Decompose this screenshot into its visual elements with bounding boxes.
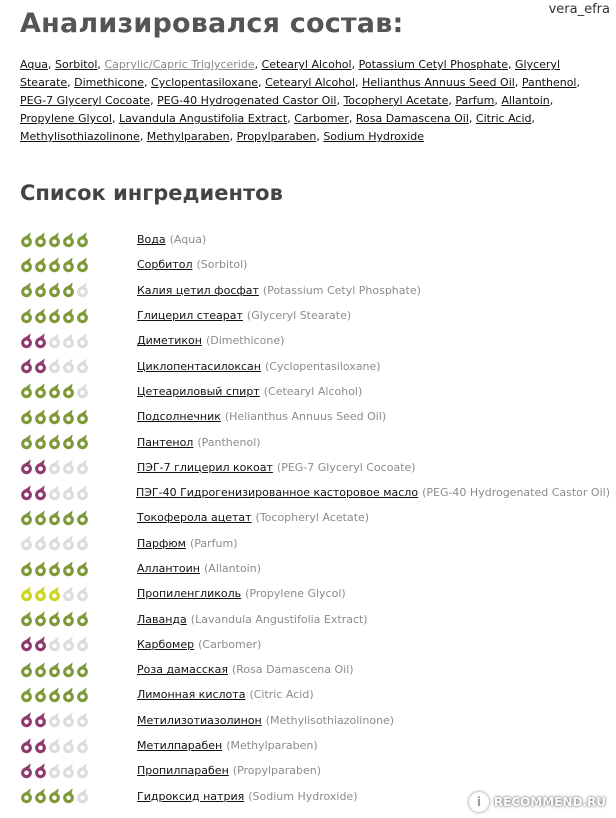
- list-item: [20, 632, 610, 657]
- drop-filled-icon: [20, 510, 33, 526]
- drop-filled-icon: [34, 459, 47, 475]
- drop-filled-icon: [20, 687, 33, 703]
- drop-filled-icon: [76, 611, 89, 627]
- ingredient-label: [137, 790, 358, 803]
- composition-ingredient[interactable]: Aqua: [20, 58, 49, 71]
- ingredient-label: [137, 638, 261, 651]
- list-item: [20, 556, 610, 581]
- drop-empty-icon: [76, 459, 89, 475]
- safety-rating: [20, 687, 137, 703]
- composition-ingredient[interactable]: PEG-40 Hydrogenated Castor Oil: [157, 94, 337, 107]
- drop-filled-icon: [76, 257, 89, 273]
- drop-empty-icon: [62, 459, 75, 475]
- composition-ingredient[interactable]: Glyceryl Stearate: [20, 58, 560, 89]
- ingredients-list: [20, 227, 610, 809]
- drop-empty-icon: [76, 333, 89, 349]
- drop-filled-icon: [62, 257, 75, 273]
- ingredient-link[interactable]: Карбомер: [137, 637, 195, 651]
- drop-filled-icon: [48, 561, 61, 577]
- ingredient-latin-name: (Aqua): [169, 233, 207, 247]
- drop-filled-icon: [62, 687, 75, 703]
- ingredient-label: [137, 511, 369, 524]
- ingredient-latin-name: (Cetearyl Alcohol): [263, 384, 363, 398]
- composition-ingredient[interactable]: Rosa Damascena Oil: [355, 112, 469, 125]
- safety-rating: [20, 409, 137, 425]
- drop-empty-icon: [62, 485, 75, 501]
- ingredient-link[interactable]: Подсолнечник: [137, 410, 221, 424]
- drop-empty-icon: [48, 459, 61, 475]
- drop-empty-icon: [48, 535, 61, 551]
- drop-filled-icon: [34, 788, 47, 804]
- list-item: [20, 708, 610, 733]
- drop-filled-icon: [48, 687, 61, 703]
- drop-empty-icon: [62, 586, 75, 602]
- drop-empty-icon: [76, 586, 89, 602]
- ingredient-label: [137, 764, 321, 777]
- drop-filled-icon: [34, 662, 47, 678]
- composition-ingredient[interactable]: Caprylic/Capric Triglyceride: [104, 58, 255, 71]
- composition-ingredient[interactable]: Propylene Glycol: [20, 112, 112, 125]
- safety-rating: [20, 763, 137, 779]
- list-item: [20, 278, 610, 303]
- composition-ingredient[interactable]: Panthenol: [521, 76, 577, 89]
- composition-ingredient[interactable]: Methylparaben: [146, 130, 230, 143]
- list-item: [20, 682, 610, 707]
- drop-filled-icon: [62, 510, 75, 526]
- ingredient-link[interactable]: Токоферола ацетат: [137, 511, 252, 525]
- ingredient-label: [137, 587, 346, 600]
- drop-filled-icon: [20, 788, 33, 804]
- ingredient-link[interactable]: Пантенол: [137, 435, 194, 449]
- composition-ingredient[interactable]: Carbomer: [294, 112, 349, 125]
- ingredient-latin-name: (Dimethicone): [205, 334, 285, 348]
- ingredient-link[interactable]: Калия цетил фосфат: [137, 283, 259, 297]
- composition-ingredient[interactable]: PEG-7 Glyceryl Cocoate: [20, 94, 151, 107]
- composition-ingredient[interactable]: Lavandula Angustifolia Extract: [118, 112, 288, 125]
- ingredient-latin-name: (Panthenol): [197, 435, 261, 449]
- composition-ingredient[interactable]: Cetearyl Alcohol: [261, 58, 352, 71]
- safety-rating: [20, 358, 137, 374]
- ingredient-link[interactable]: ПЭГ-7 глицерил кокоат: [137, 460, 273, 474]
- watermark-logo-icon: i: [469, 792, 489, 812]
- drop-empty-icon: [76, 282, 89, 298]
- drop-empty-icon: [62, 636, 75, 652]
- ingredient-link[interactable]: Циклопентасилоксан: [137, 359, 261, 373]
- ingredient-link[interactable]: Роза дамасская: [137, 663, 228, 677]
- drop-filled-icon: [48, 586, 61, 602]
- drop-empty-icon: [48, 636, 61, 652]
- drop-filled-icon: [34, 586, 47, 602]
- drop-filled-icon: [20, 662, 33, 678]
- ingredient-link[interactable]: Аллантоин: [137, 562, 200, 575]
- drop-filled-icon: [20, 763, 33, 779]
- list-item: [20, 303, 610, 328]
- drop-filled-icon: [62, 434, 75, 450]
- drop-empty-icon: [76, 788, 89, 804]
- ingredient-latin-name: (Propylparaben): [232, 764, 322, 778]
- safety-rating: [20, 333, 137, 349]
- drop-empty-icon: [76, 738, 89, 754]
- safety-rating: [20, 459, 137, 475]
- drop-filled-icon: [20, 383, 33, 399]
- drop-filled-icon: [34, 510, 47, 526]
- composition-ingredient[interactable]: Tocopheryl Acetate: [343, 94, 449, 107]
- drop-filled-icon: [20, 459, 33, 475]
- drop-filled-icon: [48, 788, 61, 804]
- ingredient-label: [136, 486, 610, 499]
- drop-filled-icon: [20, 257, 33, 273]
- drop-filled-icon: [62, 383, 75, 399]
- composition-ingredient[interactable]: Citric Acid: [475, 112, 532, 125]
- safety-rating: [20, 434, 137, 450]
- drop-empty-icon: [34, 535, 47, 551]
- drop-filled-icon: [76, 662, 89, 678]
- ingredient-label: [137, 360, 381, 373]
- ingredient-label: [137, 739, 318, 752]
- drop-filled-icon: [20, 586, 33, 602]
- safety-rating: [20, 257, 137, 273]
- drop-empty-icon: [48, 738, 61, 754]
- ingredient-latin-name: (Tocopheryl Acetate): [255, 511, 370, 525]
- ingredient-label: [137, 562, 261, 575]
- list-item: [20, 733, 610, 758]
- drop-filled-icon: [34, 383, 47, 399]
- drop-filled-icon: [48, 257, 61, 273]
- drop-filled-icon: [62, 611, 75, 627]
- drop-filled-icon: [34, 308, 47, 324]
- list-item: [20, 606, 610, 631]
- ingredient-label: [137, 410, 386, 423]
- drop-filled-icon: [62, 308, 75, 324]
- safety-rating: [20, 738, 137, 754]
- ingredient-latin-name: (Helianthus Annuus Seed Oil): [224, 410, 387, 424]
- composition-ingredients: Aqua, Sorbitol, Caprylic/Capric Triglyceride, Cetearyl Alcohol, Potassium Cetyl Phosphate, Glyceryl Stearate, Dimethicone, Cyclopentasiloxane, Cetearyl Alcohol, Helianthus Annuus Seed Oil, Panthenol, PEG-7 Glyceryl Cocoate, PEG-40 Hydrogenated Castor Oil, Tocopheryl Acetate, Parfum, Allantoin, Propylene Glycol, Lavandula Angustifolia Extract, Carbomer, Rosa Damascena Oil, Citric Acid, Methylisothiazolinone, Methylparaben, Propylparaben, Sodium Hydroxide: [20, 58, 580, 143]
- drop-filled-icon: [34, 333, 47, 349]
- drop-filled-icon: [34, 687, 47, 703]
- drop-filled-icon: [76, 434, 89, 450]
- drop-empty-icon: [48, 358, 61, 374]
- safety-rating: [20, 535, 137, 551]
- ingredient-label: [137, 258, 247, 271]
- drop-filled-icon: [48, 232, 61, 248]
- safety-rating: [20, 788, 137, 804]
- ingredient-latin-name: (PEG-40 Hydrogenated Castor Oil): [422, 486, 610, 500]
- drop-filled-icon: [34, 409, 47, 425]
- drop-filled-icon: [20, 636, 33, 652]
- list-item: [20, 758, 610, 783]
- ingredient-label: [137, 284, 421, 297]
- drop-filled-icon: [20, 485, 33, 501]
- safety-rating: [20, 561, 137, 577]
- drop-empty-icon: [62, 535, 75, 551]
- composition-ingredient[interactable]: Allantoin: [501, 94, 550, 107]
- drop-filled-icon: [20, 358, 33, 374]
- list-item: [20, 353, 610, 378]
- drop-filled-icon: [62, 282, 75, 298]
- drop-empty-icon: [20, 535, 33, 551]
- drop-filled-icon: [62, 409, 75, 425]
- drop-empty-icon: [48, 485, 61, 501]
- composition-ingredient[interactable]: Methylisothiazolinone: [20, 130, 140, 143]
- drop-filled-icon: [34, 434, 47, 450]
- drop-filled-icon: [34, 358, 47, 374]
- composition-ingredient[interactable]: Dimethicone: [74, 76, 145, 89]
- ingredient-link[interactable]: Пропиленгликоль: [137, 587, 242, 601]
- drop-empty-icon: [76, 358, 89, 374]
- ingredient-label: [137, 436, 261, 449]
- drop-filled-icon: [62, 232, 75, 248]
- ingredient-link[interactable]: Лаванда: [137, 612, 187, 626]
- ingredient-label: [137, 385, 362, 398]
- safety-rating: [20, 232, 137, 248]
- ingredient-label: [137, 461, 416, 474]
- ingredient-link[interactable]: Гидроксид натрия: [137, 789, 245, 803]
- ingredient-link[interactable]: Парфюм: [137, 536, 186, 550]
- composition-title: Анализировался состав:: [20, 8, 404, 39]
- drop-filled-icon: [34, 257, 47, 273]
- drop-empty-icon: [76, 712, 89, 728]
- ingredient-latin-name: (Parfum): [189, 536, 238, 550]
- ingredient-link[interactable]: ПЭГ-40 Гидрогенизированное касторовое масло: [135, 486, 419, 500]
- list-item: [20, 480, 610, 505]
- drop-filled-icon: [20, 232, 33, 248]
- ingredient-latin-name: (Sorbitol): [196, 258, 248, 272]
- composition-ingredient[interactable]: Helianthus Annuus Seed Oil: [362, 76, 515, 89]
- safety-rating: [20, 586, 137, 602]
- drop-filled-icon: [62, 788, 75, 804]
- list-item: [20, 429, 610, 454]
- drop-filled-icon: [20, 738, 33, 754]
- ingredient-latin-name: (Rosa Damascena Oil): [231, 663, 354, 677]
- ingredient-link[interactable]: Вода: [137, 233, 166, 247]
- drop-filled-icon: [34, 763, 47, 779]
- ingredients-list-title: Список ингредиентов: [20, 181, 283, 205]
- list-item: [20, 252, 610, 277]
- drop-filled-icon: [34, 712, 47, 728]
- watermark-text: RECOMMEND.RU: [493, 795, 606, 809]
- drop-filled-icon: [76, 561, 89, 577]
- ingredient-link[interactable]: Метилпарабен: [137, 739, 223, 753]
- drop-filled-icon: [34, 232, 47, 248]
- ingredient-latin-name: (PEG-7 Glyceryl Cocoate): [276, 460, 416, 474]
- drop-filled-icon: [34, 611, 47, 627]
- drop-filled-icon: [20, 409, 33, 425]
- list-item: [20, 227, 610, 252]
- ingredient-link[interactable]: Сорбитол: [137, 258, 193, 272]
- drop-filled-icon: [34, 738, 47, 754]
- drop-filled-icon: [76, 510, 89, 526]
- drop-empty-icon: [76, 535, 89, 551]
- ingredient-latin-name: (Propylene Glycol): [245, 587, 346, 601]
- drop-filled-icon: [48, 434, 61, 450]
- drop-filled-icon: [76, 409, 89, 425]
- safety-rating: [20, 383, 137, 399]
- list-item: [20, 505, 610, 530]
- ingredient-latin-name: (Cyclopentasiloxane): [264, 359, 381, 373]
- composition-ingredient[interactable]: Cetearyl Alcohol: [265, 76, 356, 89]
- ingredient-link[interactable]: Цетеариловый спирт: [137, 384, 260, 398]
- drop-filled-icon: [62, 662, 75, 678]
- drop-filled-icon: [20, 434, 33, 450]
- drop-empty-icon: [76, 763, 89, 779]
- drop-filled-icon: [48, 383, 61, 399]
- ingredient-link[interactable]: Лимонная кислота: [137, 688, 246, 702]
- drop-filled-icon: [62, 561, 75, 577]
- drop-empty-icon: [62, 358, 75, 374]
- drop-filled-icon: [20, 611, 33, 627]
- drop-filled-icon: [48, 662, 61, 678]
- list-item: [20, 531, 610, 556]
- list-item: [20, 404, 610, 429]
- watermark: [469, 792, 606, 812]
- drop-filled-icon: [48, 308, 61, 324]
- composition-ingredient[interactable]: Cyclopentasiloxane: [151, 76, 259, 89]
- drop-filled-icon: [34, 636, 47, 652]
- drop-filled-icon: [20, 282, 33, 298]
- ingredient-latin-name: (Lavandula Angustifolia Extract): [190, 612, 368, 626]
- composition-ingredient[interactable]: Sodium Hydroxide: [323, 130, 424, 143]
- ingredient-latin-name: (Allantoin): [204, 562, 262, 575]
- ingredient-label: [137, 714, 394, 727]
- ingredient-label: [137, 688, 314, 701]
- drop-empty-icon: [62, 712, 75, 728]
- drop-empty-icon: [62, 763, 75, 779]
- safety-rating: [20, 510, 137, 526]
- ingredient-latin-name: (Carbomer): [198, 637, 262, 651]
- ingredient-latin-name: (Methylisothiazolinone): [265, 713, 395, 727]
- ingredient-label: [137, 309, 351, 322]
- drop-filled-icon: [76, 687, 89, 703]
- ingredient-label: [137, 334, 284, 347]
- drop-filled-icon: [34, 485, 47, 501]
- ingredient-link[interactable]: Пропилпарабен: [137, 764, 229, 778]
- safety-rating: [20, 712, 137, 728]
- ingredient-label: [137, 663, 354, 676]
- list-item: [20, 455, 610, 480]
- ingredient-latin-name: (Methylparaben): [226, 739, 318, 753]
- ingredient-label: [137, 233, 206, 246]
- drop-empty-icon: [76, 636, 89, 652]
- ingredient-link[interactable]: Глицерил стеарат: [137, 309, 243, 323]
- drop-filled-icon: [76, 308, 89, 324]
- ingredient-label: [137, 613, 368, 626]
- ingredient-latin-name: (Citric Acid): [249, 688, 314, 702]
- drop-filled-icon: [34, 561, 47, 577]
- drop-filled-icon: [76, 232, 89, 248]
- drop-filled-icon: [20, 712, 33, 728]
- ingredient-latin-name: (Sodium Hydroxide): [248, 789, 358, 803]
- safety-rating: [20, 611, 137, 627]
- ingredient-link[interactable]: Диметикон: [137, 334, 202, 348]
- safety-rating: [20, 485, 136, 501]
- ingredient-label: [137, 537, 238, 550]
- safety-rating: [20, 662, 137, 678]
- composition-ingredient[interactable]: Parfum: [455, 94, 495, 107]
- list-item: [20, 581, 610, 606]
- drop-empty-icon: [48, 333, 61, 349]
- list-item: [20, 657, 610, 682]
- safety-rating: [20, 282, 137, 298]
- drop-empty-icon: [76, 485, 89, 501]
- drop-filled-icon: [20, 561, 33, 577]
- list-item: [20, 379, 610, 404]
- drop-empty-icon: [48, 712, 61, 728]
- composition-ingredient[interactable]: Sorbitol: [55, 58, 98, 71]
- safety-rating: [20, 636, 137, 652]
- drop-empty-icon: [62, 333, 75, 349]
- drop-filled-icon: [48, 282, 61, 298]
- ingredient-link[interactable]: Метилизотиазолинон: [137, 713, 262, 727]
- drop-filled-icon: [34, 282, 47, 298]
- ingredient-latin-name: (Potassium Cetyl Phosphate): [262, 283, 421, 297]
- ingredient-latin-name: (Glyceryl Stearate): [246, 309, 352, 323]
- safety-rating: [20, 308, 137, 324]
- drop-empty-icon: [48, 763, 61, 779]
- drop-empty-icon: [62, 738, 75, 754]
- drop-empty-icon: [76, 383, 89, 399]
- username[interactable]: vera_efra: [548, 2, 610, 17]
- drop-filled-icon: [20, 308, 33, 324]
- list-item: [20, 328, 610, 353]
- drop-filled-icon: [48, 409, 61, 425]
- drop-filled-icon: [48, 510, 61, 526]
- composition-ingredient[interactable]: Propylparaben: [236, 130, 317, 143]
- composition-ingredient[interactable]: Potassium Cetyl Phosphate: [358, 58, 508, 71]
- drop-filled-icon: [48, 611, 61, 627]
- drop-filled-icon: [20, 333, 33, 349]
